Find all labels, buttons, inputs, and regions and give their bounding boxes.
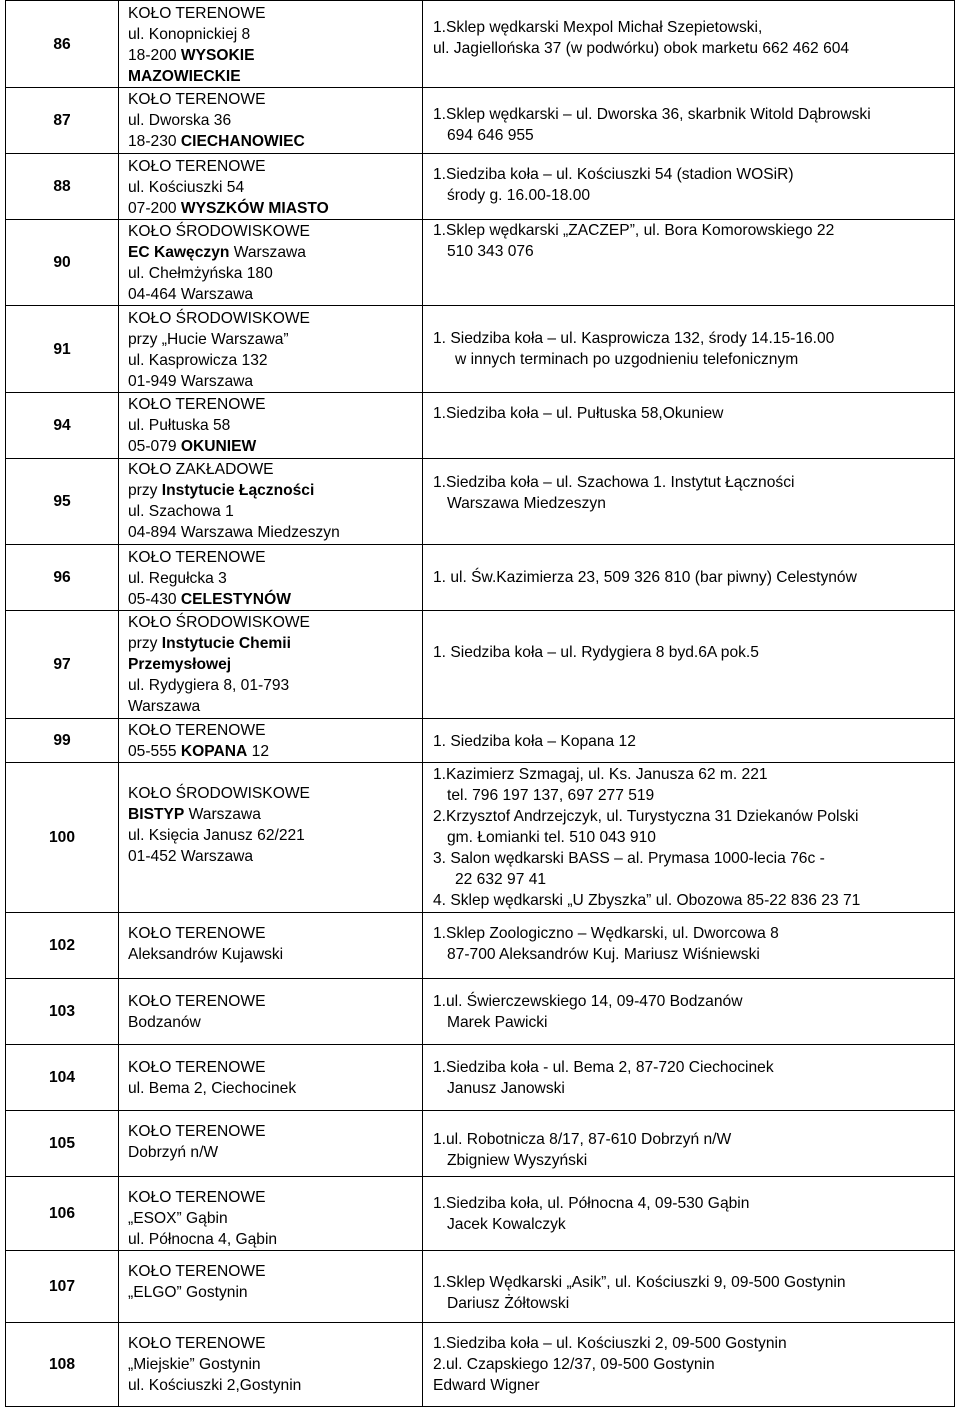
- club-line: „Miejskie” Gostynin: [128, 1356, 261, 1373]
- club-line: EC Kawęczyn Warszawa: [128, 244, 306, 261]
- club-line: KOŁO ŚRODOWISKOWE: [128, 614, 310, 631]
- club-line: ul. Kasprowicza 132: [128, 352, 268, 369]
- info-line: 1.Sklep Zoologiczno – Wędkarski, ul. Dworcowa 8: [433, 925, 779, 942]
- table-row: [6, 306, 955, 393]
- club-name-address: [119, 1323, 423, 1407]
- info-line: Janusz Janowski: [447, 1080, 565, 1097]
- club-number: 97: [6, 611, 119, 719]
- info-line: 87-700 Aleksandrów Kuj. Mariusz Wiśniewski: [447, 946, 760, 963]
- info-line: tel. 796 197 137, 697 277 519: [447, 787, 655, 804]
- club-line: KOŁO TERENOWE: [128, 1335, 266, 1352]
- club-number: 104: [6, 1045, 119, 1111]
- club-number: 102: [6, 913, 119, 979]
- clubs-table: [5, 0, 955, 1407]
- club-contact-info: [423, 154, 955, 220]
- club-line: 01-949 Warszawa: [128, 373, 254, 390]
- club-number: 99: [6, 719, 119, 763]
- club-line: 18-230 CIECHANOWIEC: [128, 133, 305, 150]
- club-line: ul. Kościuszki 54: [128, 179, 245, 196]
- club-number: 91: [6, 306, 119, 393]
- club-line: ul. Księcia Janusz 62/221: [128, 827, 305, 844]
- club-line: KOŁO ŚRODOWISKOWE: [128, 785, 310, 802]
- club-line: BISTYP Warszawa: [128, 806, 261, 823]
- info-line: 2.Krzysztof Andrzejczyk, ul. Turystyczna 31 Dziekanów Polski: [433, 808, 859, 825]
- club-contact-info: [423, 979, 955, 1045]
- table-row: [6, 979, 955, 1045]
- club-line: przy Instytucie Chemii: [128, 635, 291, 652]
- club-name-address: [119, 393, 423, 459]
- club-line: KOŁO TERENOWE: [128, 993, 266, 1010]
- club-line: ul. Pułtuska 58: [128, 417, 231, 434]
- club-number: 105: [6, 1111, 119, 1177]
- table-row: [6, 88, 955, 154]
- club-line: 05-430 CELESTYNÓW: [128, 591, 291, 608]
- club-line: KOŁO TERENOWE: [128, 1123, 266, 1140]
- info-line: 1.Sklep wędkarski – ul. Dworska 36, skarbnik Witold Dąbrowski: [433, 106, 871, 123]
- info-line: środy g. 16.00-18.00: [447, 187, 591, 204]
- club-number: 100: [6, 763, 119, 913]
- info-line: w innych terminach po uzgodnieniu telefonicznym: [455, 351, 799, 368]
- club-line: Dobrzyń n/W: [128, 1144, 219, 1161]
- club-number: 86: [6, 1, 119, 88]
- club-contact-info: [423, 306, 955, 393]
- club-line: ul. Rydygiera 8, 01-793: [128, 677, 290, 694]
- club-contact-info: [423, 719, 955, 763]
- club-number: 95: [6, 459, 119, 545]
- club-line: KOŁO TERENOWE: [128, 549, 266, 566]
- table-row: [6, 154, 955, 220]
- info-line: 1.Siedziba koła - ul. Bema 2, 87-720 Ciechocinek: [433, 1059, 774, 1076]
- table-row: [6, 1045, 955, 1111]
- table-row: [6, 545, 955, 611]
- club-line: MAZOWIECKIE: [128, 68, 241, 85]
- club-contact-info: [423, 545, 955, 611]
- info-line: Zbigniew Wyszyński: [447, 1152, 588, 1169]
- info-line: 1.ul. Świerczewskiego 14, 09-470 Bodzanów: [433, 993, 743, 1010]
- club-line: 04-894 Warszawa Miedzeszyn: [128, 524, 340, 541]
- club-contact-info: [423, 1111, 955, 1177]
- info-line: 1. Siedziba koła – Kopana 12: [433, 733, 636, 750]
- club-number: 96: [6, 545, 119, 611]
- club-name-address: [119, 1, 423, 88]
- info-line: 510 343 076: [447, 243, 534, 260]
- club-line: KOŁO TERENOWE: [128, 91, 266, 108]
- club-name-address: [119, 913, 423, 979]
- club-number: 107: [6, 1251, 119, 1323]
- info-line: 1.Siedziba koła – ul. Szachowa 1. Instytut Łączności: [433, 474, 795, 491]
- info-line: Marek Pawicki: [447, 1014, 548, 1031]
- club-contact-info: [423, 1323, 955, 1407]
- club-line: KOŁO ŚRODOWISKOWE: [128, 223, 310, 240]
- club-line: ul. Konopnickiej 8: [128, 26, 251, 43]
- club-line: KOŁO TERENOWE: [128, 1189, 266, 1206]
- club-name-address: [119, 611, 423, 719]
- info-line: 2.ul. Czapskiego 12/37, 09-500 Gostynin: [433, 1356, 715, 1373]
- club-line: ul. Szachowa 1: [128, 503, 234, 520]
- club-line: „ELGO” Gostynin: [128, 1284, 248, 1301]
- club-name-address: [119, 979, 423, 1045]
- club-line: 01-452 Warszawa: [128, 848, 254, 865]
- club-line: Przemysłowej: [128, 656, 232, 673]
- club-line: KOŁO ZAKŁADOWE: [128, 461, 274, 478]
- club-contact-info: [423, 393, 955, 459]
- club-contact-info: [423, 763, 955, 913]
- info-line: 4. Sklep wędkarski „U Zbyszka” ul. Obozowa 85-22 836 23 71: [433, 892, 861, 909]
- info-line: 1.ul. Robotnicza 8/17, 87-610 Dobrzyń n/W: [433, 1131, 732, 1148]
- club-number: 94: [6, 393, 119, 459]
- club-name-address: [119, 545, 423, 611]
- club-contact-info: [423, 88, 955, 154]
- club-line: 18-200 WYSOKIE: [128, 47, 255, 64]
- info-line: 1.Siedziba koła – ul. Kościuszki 54 (stadion WOSiR): [433, 166, 794, 183]
- table-row: [6, 1111, 955, 1177]
- table-row: [6, 1251, 955, 1323]
- club-line: KOŁO TERENOWE: [128, 396, 266, 413]
- club-name-address: [119, 719, 423, 763]
- club-name-address: [119, 1111, 423, 1177]
- club-name-address: [119, 763, 423, 913]
- clubs-table-body: [6, 1, 955, 1407]
- club-line: 04-464 Warszawa: [128, 286, 254, 303]
- club-line: przy „Hucie Warszawa”: [128, 331, 289, 348]
- club-line: Warszawa: [128, 698, 201, 715]
- info-line: 3. Salon wędkarski BASS – al. Prymasa 1000-lecia 76c -: [433, 850, 825, 867]
- table-row: [6, 719, 955, 763]
- table-row: [6, 763, 955, 913]
- club-line: Aleksandrów Kujawski: [128, 946, 284, 963]
- club-line: Bodzanów: [128, 1014, 201, 1031]
- info-line: Dariusz Żółtowski: [447, 1295, 570, 1312]
- club-name-address: [119, 1045, 423, 1111]
- club-contact-info: [423, 1177, 955, 1251]
- info-line: 1.Siedziba koła – ul. Kościuszki 2, 09-500 Gostynin: [433, 1335, 787, 1352]
- table-row: [6, 1323, 955, 1407]
- info-line: 1.Siedziba koła – ul. Pułtuska 58,Okuniew: [433, 405, 724, 422]
- club-contact-info: [423, 1251, 955, 1323]
- table-row: [6, 393, 955, 459]
- club-line: ul. Północna 4, Gąbin: [128, 1231, 278, 1248]
- club-line: ul. Bema 2, Ciechocinek: [128, 1080, 297, 1097]
- info-line: 1.Siedziba koła, ul. Północna 4, 09-530 Gąbin: [433, 1195, 750, 1212]
- club-number: 106: [6, 1177, 119, 1251]
- info-line: Edward Wigner: [433, 1377, 540, 1394]
- club-line: KOŁO TERENOWE: [128, 1059, 266, 1076]
- club-contact-info: [423, 1045, 955, 1111]
- info-line: 1. ul. Św.Kazimierza 23, 509 326 810 (bar piwny) Celestynów: [433, 569, 857, 586]
- info-line: Jacek Kowalczyk: [447, 1216, 566, 1233]
- table-row: [6, 611, 955, 719]
- info-line: 694 646 955: [447, 127, 534, 144]
- club-line: 05-079 OKUNIEW: [128, 438, 257, 455]
- club-number: 88: [6, 154, 119, 220]
- club-name-address: [119, 1177, 423, 1251]
- info-line: ul. Jagiellońska 37 (w podwórku) obok marketu 662 462 604: [433, 40, 850, 57]
- club-name-address: [119, 306, 423, 393]
- club-name-address: [119, 154, 423, 220]
- info-line: 1.Sklep wędkarski Mexpol Michał Szepietowski,: [433, 19, 763, 36]
- club-name-address: [119, 88, 423, 154]
- info-line: 1. Siedziba koła – ul. Rydygiera 8 byd.6A pok.5: [433, 644, 759, 661]
- table-row: [6, 913, 955, 979]
- info-line: 1.Sklep Wędkarski „Asik”, ul. Kościuszki 9, 09-500 Gostynin: [433, 1274, 846, 1291]
- club-line: KOŁO TERENOWE: [128, 1263, 266, 1280]
- club-line: KOŁO ŚRODOWISKOWE: [128, 310, 310, 327]
- info-line: 1.Kazimierz Szmagaj, ul. Ks. Janusza 62 m. 221: [433, 766, 768, 783]
- club-line: 05-555 KOPANA 12: [128, 743, 269, 760]
- club-line: KOŁO TERENOWE: [128, 5, 266, 22]
- info-line: Warszawa Miedzeszyn: [447, 495, 606, 512]
- club-line: przy Instytucie Łączności: [128, 482, 315, 499]
- club-name-address: [119, 220, 423, 306]
- club-contact-info: [423, 459, 955, 545]
- club-line: KOŁO TERENOWE: [128, 158, 266, 175]
- table-row: [6, 459, 955, 545]
- info-line: 1. Siedziba koła – ul. Kasprowicza 132, środy 14.15-16.00: [433, 330, 835, 347]
- club-contact-info: [423, 1, 955, 88]
- info-line: gm. Łomianki tel. 510 043 910: [447, 829, 656, 846]
- club-number: 108: [6, 1323, 119, 1407]
- club-line: „ESOX” Gąbin: [128, 1210, 228, 1227]
- info-line: 22 632 97 41: [455, 871, 547, 888]
- info-line: 1.Sklep wędkarski „ZACZEP”, ul. Bora Komorowskiego 22: [433, 222, 835, 239]
- club-number: 90: [6, 220, 119, 306]
- club-line: 07-200 WYSZKÓW MIASTO: [128, 200, 329, 217]
- club-number: 87: [6, 88, 119, 154]
- club-line: ul. Dworska 36: [128, 112, 232, 129]
- club-contact-info: [423, 611, 955, 719]
- club-contact-info: [423, 913, 955, 979]
- club-name-address: [119, 1251, 423, 1323]
- table-row: [6, 220, 955, 306]
- table-row: [6, 1177, 955, 1251]
- club-number: 103: [6, 979, 119, 1045]
- club-line: KOŁO TERENOWE: [128, 925, 266, 942]
- club-name-address: [119, 459, 423, 545]
- club-contact-info: [423, 220, 955, 306]
- club-line: ul. Kościuszki 2,Gostynin: [128, 1377, 302, 1394]
- table-row: [6, 1, 955, 88]
- club-line: KOŁO TERENOWE: [128, 722, 266, 739]
- club-line: ul. Chełmżyńska 180: [128, 265, 273, 282]
- club-line: ul. Regułcka 3: [128, 570, 227, 587]
